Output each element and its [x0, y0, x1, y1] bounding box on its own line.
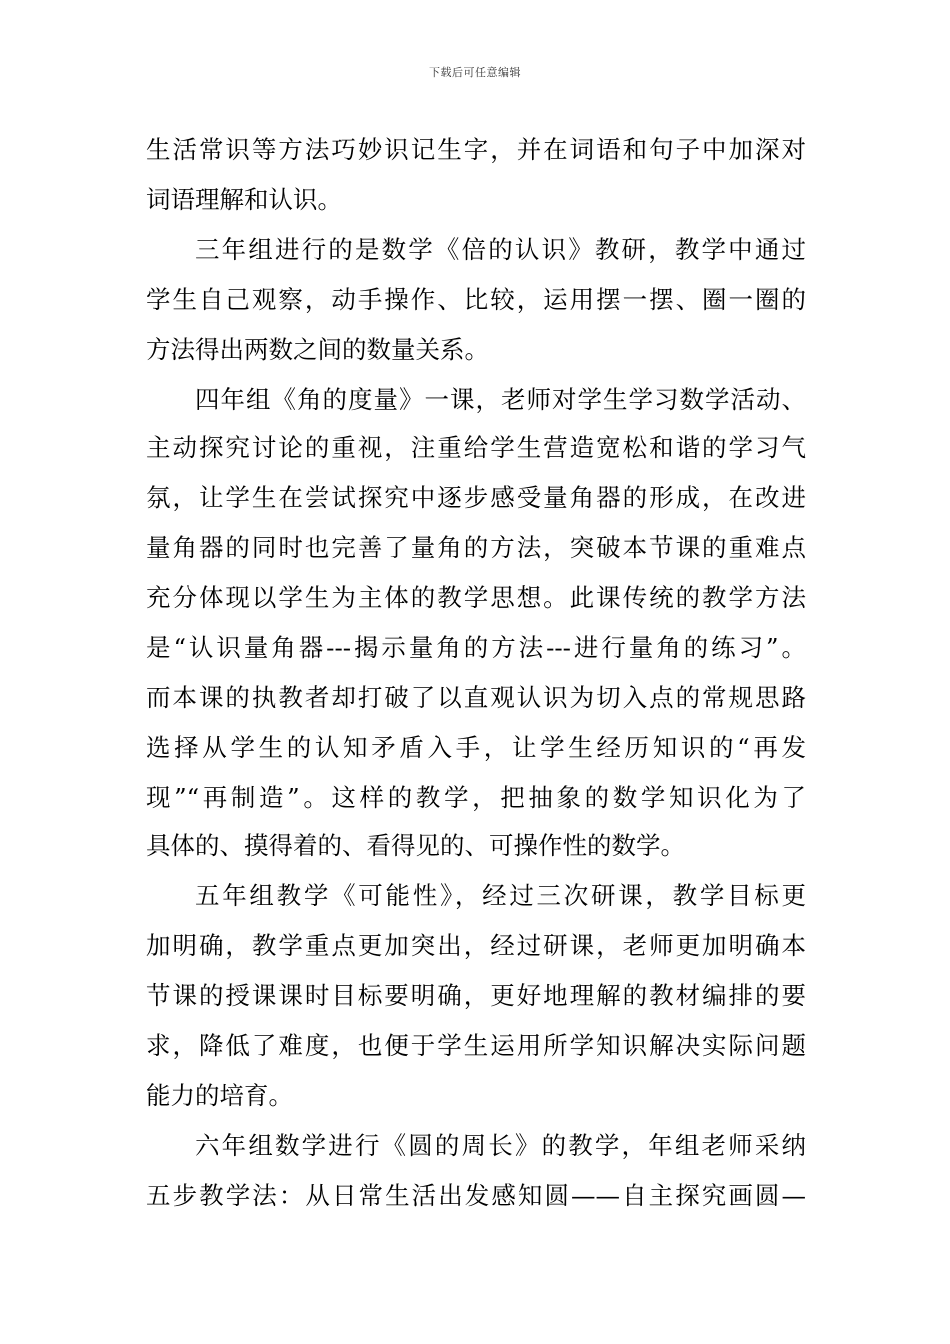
- text-line: 节课的授课课时目标要明确，更好地理解的教材编排的要: [146, 981, 806, 1010]
- text-line: 学生自己观察，动手操作、比较，运用摆一摆、圈一圈的: [146, 285, 806, 314]
- text-line: 五步教学法：从日常生活出发感知圆——自主探究画圆—: [146, 1181, 806, 1210]
- text-line: 求，降低了难度，也便于学生运用所学知识解决实际问题: [146, 1031, 806, 1060]
- text-line: 现”“再制造”。这样的教学，把抽象的数学知识化为了: [146, 783, 806, 812]
- paragraph-start-line: 六年组数学进行《圆的周长》的教学，年组老师采纳: [195, 1131, 806, 1160]
- paragraph-start-line: 五年组教学《可能性》，经过三次研课，教学目标更: [195, 881, 806, 910]
- text-line: 是“认识量角器---揭示量角的方法---进行量角的练习”。: [146, 633, 806, 662]
- page-header: 下载后可任意编辑: [429, 66, 521, 79]
- paragraph-start-line: 四年组《角的度量》一课，老师对学生学习数学活动、: [195, 385, 806, 414]
- text-line: 而本课的执教者却打破了以直观认识为切入点的常规思路: [146, 683, 806, 712]
- paragraph-start-line: 三年组进行的是数学《倍的认识》教研，教学中通过: [195, 235, 806, 264]
- text-line: 充分体现以学生为主体的教学思想。此课传统的教学方法: [146, 583, 806, 612]
- text-line: 选择从学生的认知矛盾入手，让学生经历知识的“再发: [146, 733, 806, 762]
- text-line: 量角器的同时也完善了量角的方法，突破本节课的重难点: [146, 533, 806, 562]
- text-line: 主动探究讨论的重视，注重给学生营造宽松和谐的学习气: [146, 433, 806, 462]
- text-line: 氛，让学生在尝试探究中逐步感受量角器的形成，在改进: [146, 483, 806, 512]
- text-line: 方法得出两数之间的数量关系。: [146, 335, 489, 364]
- text-line: 加明确，教学重点更加突出，经过研课，老师更加明确本: [146, 931, 806, 960]
- text-line: 词语理解和认识。: [146, 185, 342, 214]
- text-line: 具体的、摸得着的、看得见的、可操作性的数学。: [146, 831, 685, 860]
- text-line: 生活常识等方法巧妙识记生字，并在词语和句子中加深对: [146, 135, 806, 164]
- text-line: 能力的培育。: [146, 1081, 293, 1110]
